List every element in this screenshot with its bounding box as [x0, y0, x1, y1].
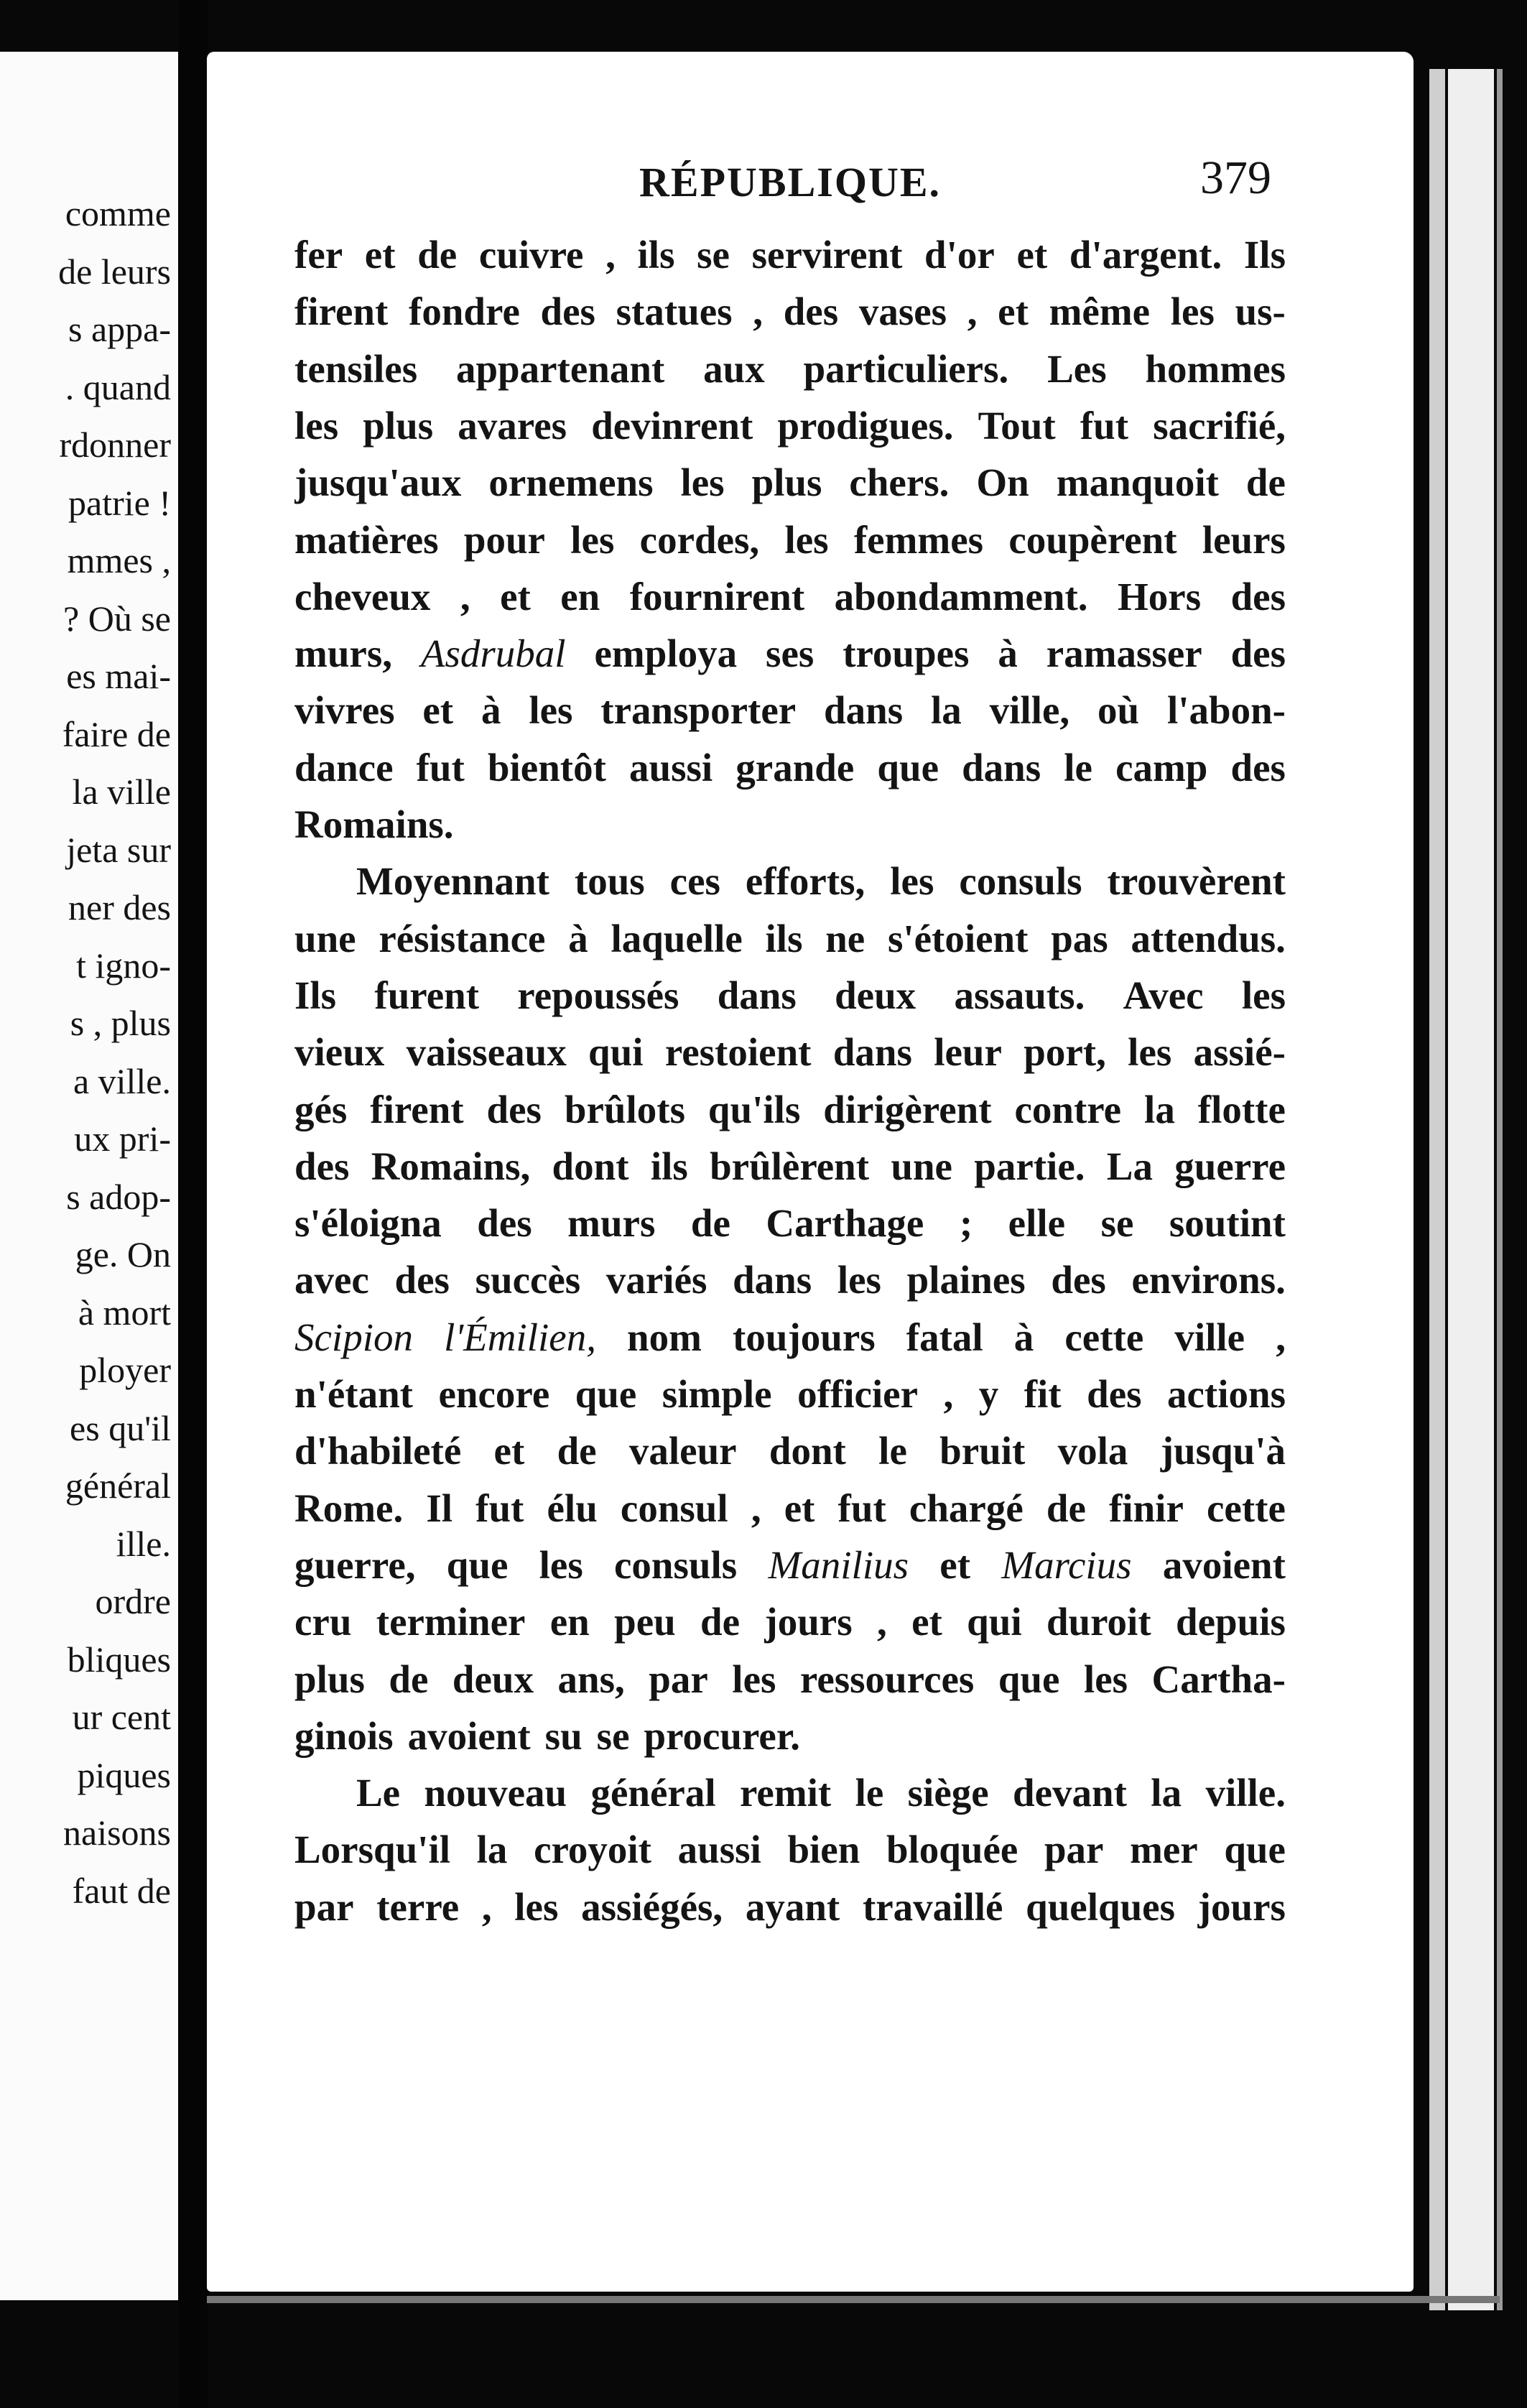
facing-page-line: faire de — [62, 713, 171, 754]
text-line: d'habileté et de valeur dont le bruit vola jusqu'à — [294, 1429, 1286, 1473]
facing-page-line: mmes , — [67, 540, 171, 580]
page-edge — [1497, 69, 1503, 2310]
facing-page-line: . quand — [65, 366, 171, 407]
text-line: plus de deux ans, par les ressources que les Cartha- — [294, 1657, 1286, 1701]
facing-page-line: es qu'il — [70, 1407, 171, 1448]
text-line: s'éloigna des murs de Carthage ; elle se soutint — [294, 1201, 1286, 1246]
text-line: fer et de cuivre , ils se servirent d'or et d'argent. Ils — [294, 233, 1286, 277]
facing-page-line: patrie ! — [68, 482, 171, 523]
facing-page-line: ux pri- — [74, 1119, 171, 1159]
facing-page-line: es mai- — [66, 656, 171, 696]
text-line: tensiles appartenant aux particuliers. Les hommes — [294, 346, 1286, 391]
text-line: Rome. Il fut élu consul , et fut chargé de finir cette — [294, 1486, 1286, 1530]
text-line: dance fut bientôt aussi grande que dans le camp des — [294, 745, 1286, 789]
facing-page-line: ur cent — [72, 1697, 171, 1737]
text-line: vieux vaisseaux qui restoient dans leur port, les assié- — [294, 1030, 1286, 1075]
text-line: avec des succès variés dans les plaines des environs. — [294, 1258, 1286, 1302]
text-line: cheveux , et en fournirent abondamment. Hors des — [294, 574, 1286, 619]
text-line: jusqu'aux ornemens les plus chers. On manquoit de — [294, 460, 1286, 505]
text-line: des Romains, dont ils brûlèrent une partie. La guerre — [294, 1144, 1286, 1188]
facing-page-line: la ville — [72, 772, 171, 812]
facing-page-line: ge. On — [75, 1234, 171, 1274]
book-gutter — [178, 0, 208, 2408]
text-line: une résistance à laquelle ils ne s'étoient pas attendus. — [294, 916, 1286, 960]
text-line: n'étant encore que simple officier , y fit des actions — [294, 1372, 1286, 1416]
page-number: 379 — [1200, 152, 1271, 204]
text-line: les plus avares devinrent prodigues. Tout fut sacrifié, — [294, 403, 1286, 448]
facing-page-line: ployer — [79, 1350, 171, 1390]
facing-page-line: rdonner — [59, 425, 171, 465]
text-line: firent fondre des statues , des vases , et même les us- — [294, 290, 1286, 334]
text-line: Ils furent repoussés dans deux assauts. Avec les — [294, 973, 1286, 1017]
text-line: murs, Asdrubal employa ses troupes à ramasser des — [294, 631, 1286, 676]
facing-page-line: naisons — [63, 1812, 171, 1853]
text-line: Lorsqu'il la croyoit aussi bien bloquée par mer que — [294, 1828, 1286, 1872]
facing-page-line: comme — [65, 193, 171, 233]
text-line: par terre , les assiégés, ayant travaillé quelques jours — [294, 1884, 1286, 1929]
text-line: matières pour les cordes, les femmes coupèrent leurs — [294, 517, 1286, 562]
facing-page-line: s appa- — [68, 309, 171, 349]
page-edge — [1429, 69, 1445, 2310]
text-line: gés firent des brûlots qu'ils dirigèrent contre la flotte — [294, 1087, 1286, 1131]
facing-page-line: jeta sur — [66, 829, 171, 870]
facing-page-line: bliques — [67, 1639, 171, 1680]
text-line: vivres et à les transporter dans la ville, où l'abon- — [294, 688, 1286, 733]
text-line: cru terminer en peu de jours , et qui duroit depuis — [294, 1600, 1286, 1644]
running-head: RÉPUBLIQUE. — [639, 159, 942, 205]
facing-page-line: ille. — [116, 1523, 171, 1564]
facing-page-line: ordre — [95, 1581, 171, 1621]
facing-page-line: piques — [77, 1754, 171, 1795]
facing-page-line: s , plus — [70, 1003, 171, 1043]
page-edge — [1448, 69, 1494, 2310]
facing-page-line: ? Où se — [63, 598, 171, 639]
facing-page-line: général — [65, 1465, 171, 1506]
text-line: ginois avoient su se procurer. — [294, 1713, 800, 1758]
facing-page-fragment — [0, 52, 178, 2300]
page-header — [639, 151, 1271, 216]
text-line: Romains. — [294, 802, 454, 846]
facing-page-line: a ville. — [73, 1060, 171, 1101]
text-line: guerre, que les consuls Manilius et Marcius avoient — [294, 1542, 1286, 1587]
text-line: Scipion l'Émilien, nom toujours fatal à cette ville , — [294, 1315, 1286, 1359]
facing-page-line: t igno- — [76, 945, 171, 986]
facing-page-line: de leurs — [58, 251, 171, 292]
facing-page-line: faut de — [72, 1870, 171, 1911]
facing-page-line: s adop- — [66, 1176, 171, 1217]
text-line: Moyennant tous ces efforts, les consuls trouvèrent — [356, 859, 1286, 904]
page-bottom-edge — [207, 2296, 1500, 2303]
facing-page-line: ner des — [68, 887, 171, 927]
facing-page-line: à mort — [78, 1292, 171, 1333]
text-line: Le nouveau général remit le siège devant la ville. — [356, 1771, 1286, 1815]
